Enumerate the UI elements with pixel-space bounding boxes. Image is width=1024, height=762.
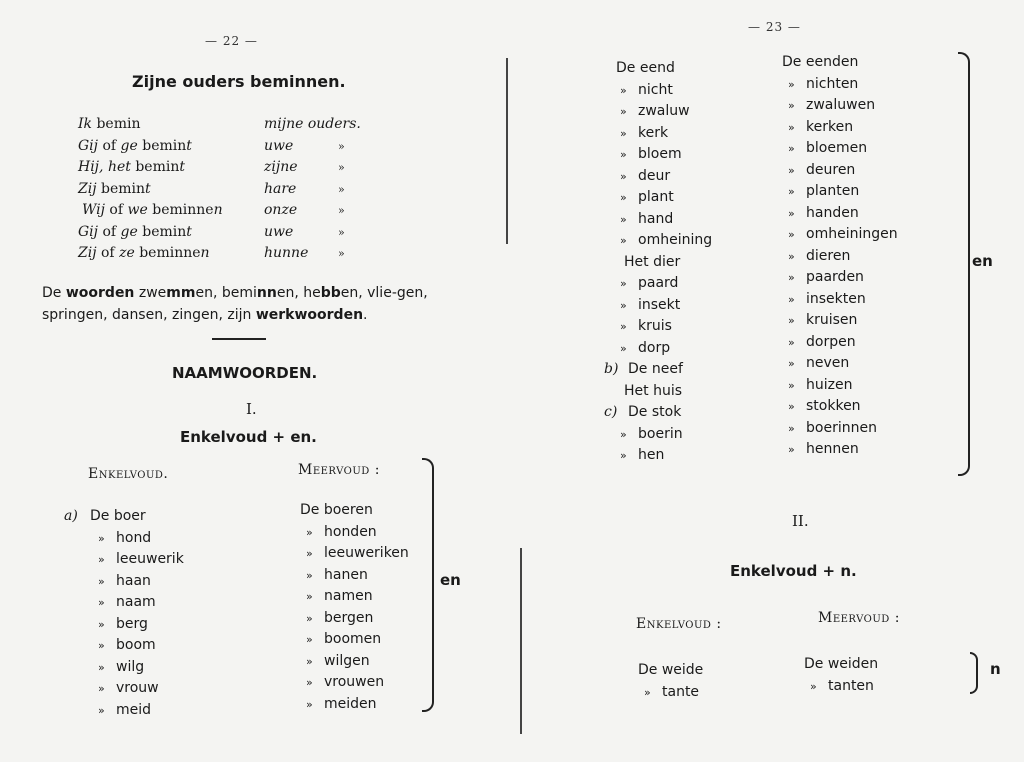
conjugation-subject <box>78 243 210 265</box>
word: leeuweriken <box>324 545 409 561</box>
ditto-mark: » <box>620 148 627 161</box>
conjugation-subject <box>78 222 192 244</box>
list-item <box>90 506 184 528</box>
object: zijne <box>264 159 298 175</box>
word: nichten <box>806 75 859 92</box>
conjugation-subject <box>78 179 151 201</box>
list-item <box>804 676 878 698</box>
list-item <box>300 543 409 565</box>
list-item <box>782 267 898 289</box>
list-item <box>782 246 898 268</box>
verb-stem: bemin <box>96 116 141 132</box>
para-text: en, bemi <box>195 285 257 301</box>
verb-stem: bemin <box>142 223 187 240</box>
section-numeral-right: II. <box>792 512 809 530</box>
word: stokken <box>806 398 861 414</box>
list-item <box>300 694 409 716</box>
para-text: zwe <box>134 285 167 301</box>
connector: of <box>102 223 117 240</box>
word: vrouwen <box>324 674 385 690</box>
conjugation-subject <box>78 136 192 158</box>
word: De weide <box>638 662 704 678</box>
list-item <box>600 252 712 274</box>
word: dieren <box>806 247 851 264</box>
verb-stem: bemin <box>101 180 146 197</box>
list-item <box>90 549 184 571</box>
word: boerinnen <box>806 419 877 436</box>
word: Het huis <box>624 382 683 399</box>
ditto-mark: » <box>788 421 795 435</box>
ditto-mark: » <box>98 596 105 609</box>
list-item <box>782 310 898 332</box>
list-item <box>90 528 184 550</box>
verb-stem: bemin <box>142 137 187 154</box>
gutter-line-bottom <box>520 548 522 734</box>
pronoun: Gij <box>78 137 99 154</box>
plural-list-left <box>300 500 409 715</box>
list-item <box>300 522 409 544</box>
ditto-mark: » <box>788 99 795 112</box>
alt-pronoun: we <box>127 202 148 218</box>
list-item <box>638 660 703 682</box>
plural-list-right-2 <box>804 654 878 697</box>
list-item <box>600 101 712 123</box>
ditto-mark: » <box>98 531 105 545</box>
word: De eenden <box>782 54 859 70</box>
word: tanten <box>828 677 874 694</box>
word: paard <box>638 275 679 291</box>
list-item <box>300 565 409 587</box>
word: De neef <box>628 361 683 377</box>
word: boerin <box>638 425 683 442</box>
verb-ending: t <box>186 223 192 240</box>
ditto-mark: » <box>98 682 105 695</box>
list-item <box>300 651 409 673</box>
list-item <box>782 117 898 139</box>
ditto-mark: » <box>788 335 795 349</box>
word: kerk <box>638 124 669 141</box>
ditto-mark: » <box>788 443 795 456</box>
ditto-mark: » <box>788 292 795 306</box>
list-item <box>782 74 898 96</box>
para-bold-letters: bb <box>320 285 341 301</box>
word: naam <box>116 594 156 610</box>
word: nicht <box>638 81 673 98</box>
object: hare <box>264 180 297 197</box>
conjugation-subject <box>78 157 185 179</box>
ditto-mark: » <box>98 660 105 674</box>
ditto-mark: » <box>620 449 627 462</box>
ditto-mark: » <box>98 617 105 631</box>
brace-right <box>958 52 970 476</box>
ditto-mark: » <box>620 298 627 312</box>
subtitle-n: Enkelvoud + n. <box>730 562 857 580</box>
word: insekt <box>638 296 681 313</box>
list-item <box>782 95 898 117</box>
ditto-mark: » <box>306 590 313 603</box>
col-header-singular-2: Enkelvoud : <box>636 616 722 632</box>
list-item <box>600 80 712 102</box>
list-item <box>782 224 898 246</box>
ditto-mark: » <box>338 247 345 260</box>
ditto-mark: » <box>788 228 795 241</box>
list-item <box>782 138 898 160</box>
lesson-title: Zijne ouders beminnen. <box>132 72 346 91</box>
word: meid <box>116 701 152 718</box>
ditto-mark: » <box>620 341 627 355</box>
ditto-mark: » <box>98 574 105 588</box>
word: meiden <box>324 695 377 712</box>
singular-list-right-2 <box>638 660 703 703</box>
list-item <box>600 402 712 424</box>
list-item <box>90 571 184 593</box>
ditto-mark: » <box>788 142 795 155</box>
ditto-mark: » <box>620 191 627 204</box>
list-item <box>90 700 184 722</box>
list-item <box>90 592 184 614</box>
list-item <box>782 332 898 354</box>
word: paarden <box>806 269 864 285</box>
verb-stem: beminne <box>152 202 214 218</box>
list-item <box>90 657 184 679</box>
ditto-mark: » <box>306 676 313 689</box>
conjugation-subject <box>78 114 141 136</box>
ditto-mark: » <box>306 525 313 539</box>
object: onze <box>264 202 298 218</box>
word: berg <box>116 615 148 632</box>
word: dorpen <box>806 333 856 350</box>
ditto-mark: » <box>338 204 345 217</box>
connector: of <box>101 245 115 261</box>
para-bold-woorden: woorden <box>65 285 135 301</box>
ditto-mark: » <box>788 120 795 134</box>
list-item <box>782 289 898 311</box>
pronoun: Hij, <box>78 159 104 175</box>
word: handen <box>806 204 859 221</box>
ditto-mark: » <box>338 182 345 196</box>
singular-list-right <box>600 58 712 467</box>
brace-left <box>422 458 434 712</box>
list-item <box>638 682 703 704</box>
para-bold-werkwoorden: werkwoorden <box>255 307 364 323</box>
object: uwe <box>264 223 294 240</box>
ditto-mark: » <box>788 185 795 198</box>
word: wilgen <box>324 652 370 669</box>
para-bold-letters: nn <box>256 285 277 301</box>
word: plant <box>638 189 674 205</box>
list-item <box>782 203 898 225</box>
pronoun: Zij <box>78 245 97 261</box>
word: hanen <box>324 566 368 583</box>
suffix-label-en-left: en <box>440 571 461 589</box>
word: vrouw <box>116 680 159 696</box>
section-title: NAAMWOORDEN. <box>172 364 318 382</box>
alt-pronoun: ge <box>120 223 138 240</box>
conjugation-subject <box>82 200 223 222</box>
suffix-label-n: n <box>990 660 1001 678</box>
pronoun: Zij <box>78 180 97 197</box>
group-marker: b) <box>604 361 619 377</box>
col-header-plural-2: Meervoud : <box>818 610 900 626</box>
list-item <box>300 629 409 651</box>
ditto-mark: » <box>98 553 105 566</box>
list-item <box>600 230 712 252</box>
word: bloemen <box>806 140 868 156</box>
word: wilg <box>116 658 145 675</box>
ditto-mark: » <box>644 685 651 699</box>
ditto-mark: » <box>810 679 817 693</box>
word: haan <box>116 572 151 589</box>
list-item <box>300 672 409 694</box>
connector: of <box>109 202 124 218</box>
ditto-mark: » <box>788 77 795 91</box>
suffix-label-en-right: en <box>972 252 993 270</box>
list-item <box>300 586 409 608</box>
list-item <box>300 608 409 630</box>
object: uwe <box>264 137 294 154</box>
list-item <box>600 316 712 338</box>
ditto-mark: » <box>338 139 345 153</box>
list-item <box>300 500 409 522</box>
list-item <box>600 359 712 381</box>
list-item <box>600 295 712 317</box>
verb-ending: t <box>179 159 185 175</box>
gutter-line-top <box>506 58 508 244</box>
word: De stok <box>628 404 682 420</box>
word: huizen <box>806 376 853 393</box>
word: De weiden <box>804 656 879 672</box>
word: planten <box>806 183 860 199</box>
list-item <box>600 338 712 360</box>
word: omheining <box>638 232 713 248</box>
list-item <box>782 439 898 461</box>
verb-stem: beminne <box>139 245 201 261</box>
word: insekten <box>806 290 866 307</box>
brace-right-2 <box>970 652 978 694</box>
ditto-mark: » <box>788 163 795 177</box>
alt-pronoun: het <box>107 159 131 175</box>
ditto-mark: » <box>306 697 313 711</box>
group-marker-a: a) <box>64 508 78 524</box>
list-item <box>600 187 712 209</box>
plural-list-right <box>782 52 898 461</box>
list-item <box>90 614 184 636</box>
ditto-mark: » <box>620 427 627 441</box>
list-item <box>600 58 712 80</box>
ditto-mark: » <box>620 234 627 247</box>
ditto-mark: » <box>620 320 627 333</box>
section-numeral-left: I. <box>246 400 257 418</box>
word: deuren <box>806 161 856 178</box>
ditto-mark: » <box>788 271 795 284</box>
object: mijne ouders. <box>264 116 361 132</box>
word: neven <box>806 355 850 371</box>
list-item <box>804 654 878 676</box>
ditto-mark: » <box>338 161 345 174</box>
word: kruisen <box>806 312 858 328</box>
ditto-mark: » <box>306 547 313 560</box>
word: boomen <box>324 631 382 647</box>
list-item <box>600 424 712 446</box>
word: De boer <box>90 508 146 524</box>
singular-list-left <box>90 506 184 721</box>
list-item <box>90 635 184 657</box>
connector: of <box>102 137 117 154</box>
alt-pronoun: ze <box>119 245 135 261</box>
para-text: . <box>363 307 368 323</box>
alt-pronoun: ge <box>120 137 138 154</box>
list-item <box>782 375 898 397</box>
word: leeuwerik <box>116 551 184 567</box>
list-item <box>782 160 898 182</box>
word: hond <box>116 529 152 546</box>
ditto-mark: » <box>788 206 795 220</box>
group-marker: c) <box>604 404 618 420</box>
list-item <box>782 52 898 74</box>
verb-ending: n <box>213 202 223 218</box>
list-item <box>782 181 898 203</box>
list-item <box>600 166 712 188</box>
list-item <box>600 381 712 403</box>
subtitle-en: Enkelvoud + en. <box>180 428 317 446</box>
word: dorp <box>638 339 671 356</box>
ditto-mark: » <box>306 654 313 668</box>
ditto-mark: » <box>620 169 627 183</box>
pronoun: Gij <box>78 223 99 240</box>
word: hennen <box>806 441 859 457</box>
ditto-mark: » <box>306 611 313 625</box>
word: kerken <box>806 118 854 135</box>
list-item <box>600 273 712 295</box>
word: deur <box>638 167 671 184</box>
ditto-mark: » <box>620 212 627 226</box>
word: zwaluwen <box>806 97 876 113</box>
ditto-mark: » <box>788 378 795 392</box>
page-number-right: — 23 — <box>748 20 801 34</box>
verb-stem: bemin <box>135 159 180 175</box>
pronoun: Ik <box>78 116 93 132</box>
list-item <box>782 418 898 440</box>
verbs-paragraph <box>42 282 462 326</box>
col-header-singular: Enkelvoud. <box>88 466 169 482</box>
list-item <box>782 353 898 375</box>
word: De boeren <box>300 502 373 518</box>
word: hen <box>638 447 665 463</box>
word: omheiningen <box>806 226 898 242</box>
word: De eend <box>616 60 675 76</box>
word: kruis <box>638 318 672 334</box>
word: honden <box>324 523 377 540</box>
ditto-mark: » <box>620 105 627 118</box>
word: Het dier <box>624 253 681 270</box>
col-header-plural: Meervoud : <box>298 462 380 478</box>
verb-ending: t <box>145 180 151 197</box>
list-item <box>90 678 184 700</box>
list-item <box>600 123 712 145</box>
word: zwaluw <box>638 103 690 119</box>
ditto-mark: » <box>98 639 105 652</box>
word: namen <box>324 588 373 604</box>
list-item <box>600 144 712 166</box>
word: bergen <box>324 609 374 626</box>
list-item <box>600 445 712 467</box>
ditto-mark: » <box>788 357 795 370</box>
object: hunne <box>264 245 309 261</box>
pronoun: Wij <box>82 202 105 218</box>
ditto-mark: » <box>788 400 795 413</box>
verb-ending: n <box>200 245 210 261</box>
ditto-mark: » <box>620 126 627 140</box>
ditto-mark: » <box>98 703 105 717</box>
word: boom <box>116 637 156 653</box>
word: tante <box>662 683 700 700</box>
ditto-mark: » <box>788 249 795 263</box>
section-divider <box>212 338 266 340</box>
ditto-mark: » <box>306 633 313 646</box>
para-text: en, vlie-gen, springen, dansen, zingen, zijn <box>42 285 428 323</box>
list-item <box>600 209 712 231</box>
ditto-mark: » <box>306 568 313 582</box>
ditto-mark: » <box>788 314 795 327</box>
verb-ending: t <box>186 137 192 154</box>
list-item <box>782 396 898 418</box>
ditto-mark: » <box>338 225 345 239</box>
para-text: De <box>42 285 66 301</box>
ditto-mark: » <box>620 83 627 97</box>
ditto-mark: » <box>620 277 627 290</box>
para-text: en, he <box>276 285 321 301</box>
page-number-left: — 22 — <box>205 34 258 48</box>
word: hand <box>638 210 674 227</box>
word: bloem <box>638 146 682 162</box>
para-bold-letters: mm <box>166 285 196 301</box>
